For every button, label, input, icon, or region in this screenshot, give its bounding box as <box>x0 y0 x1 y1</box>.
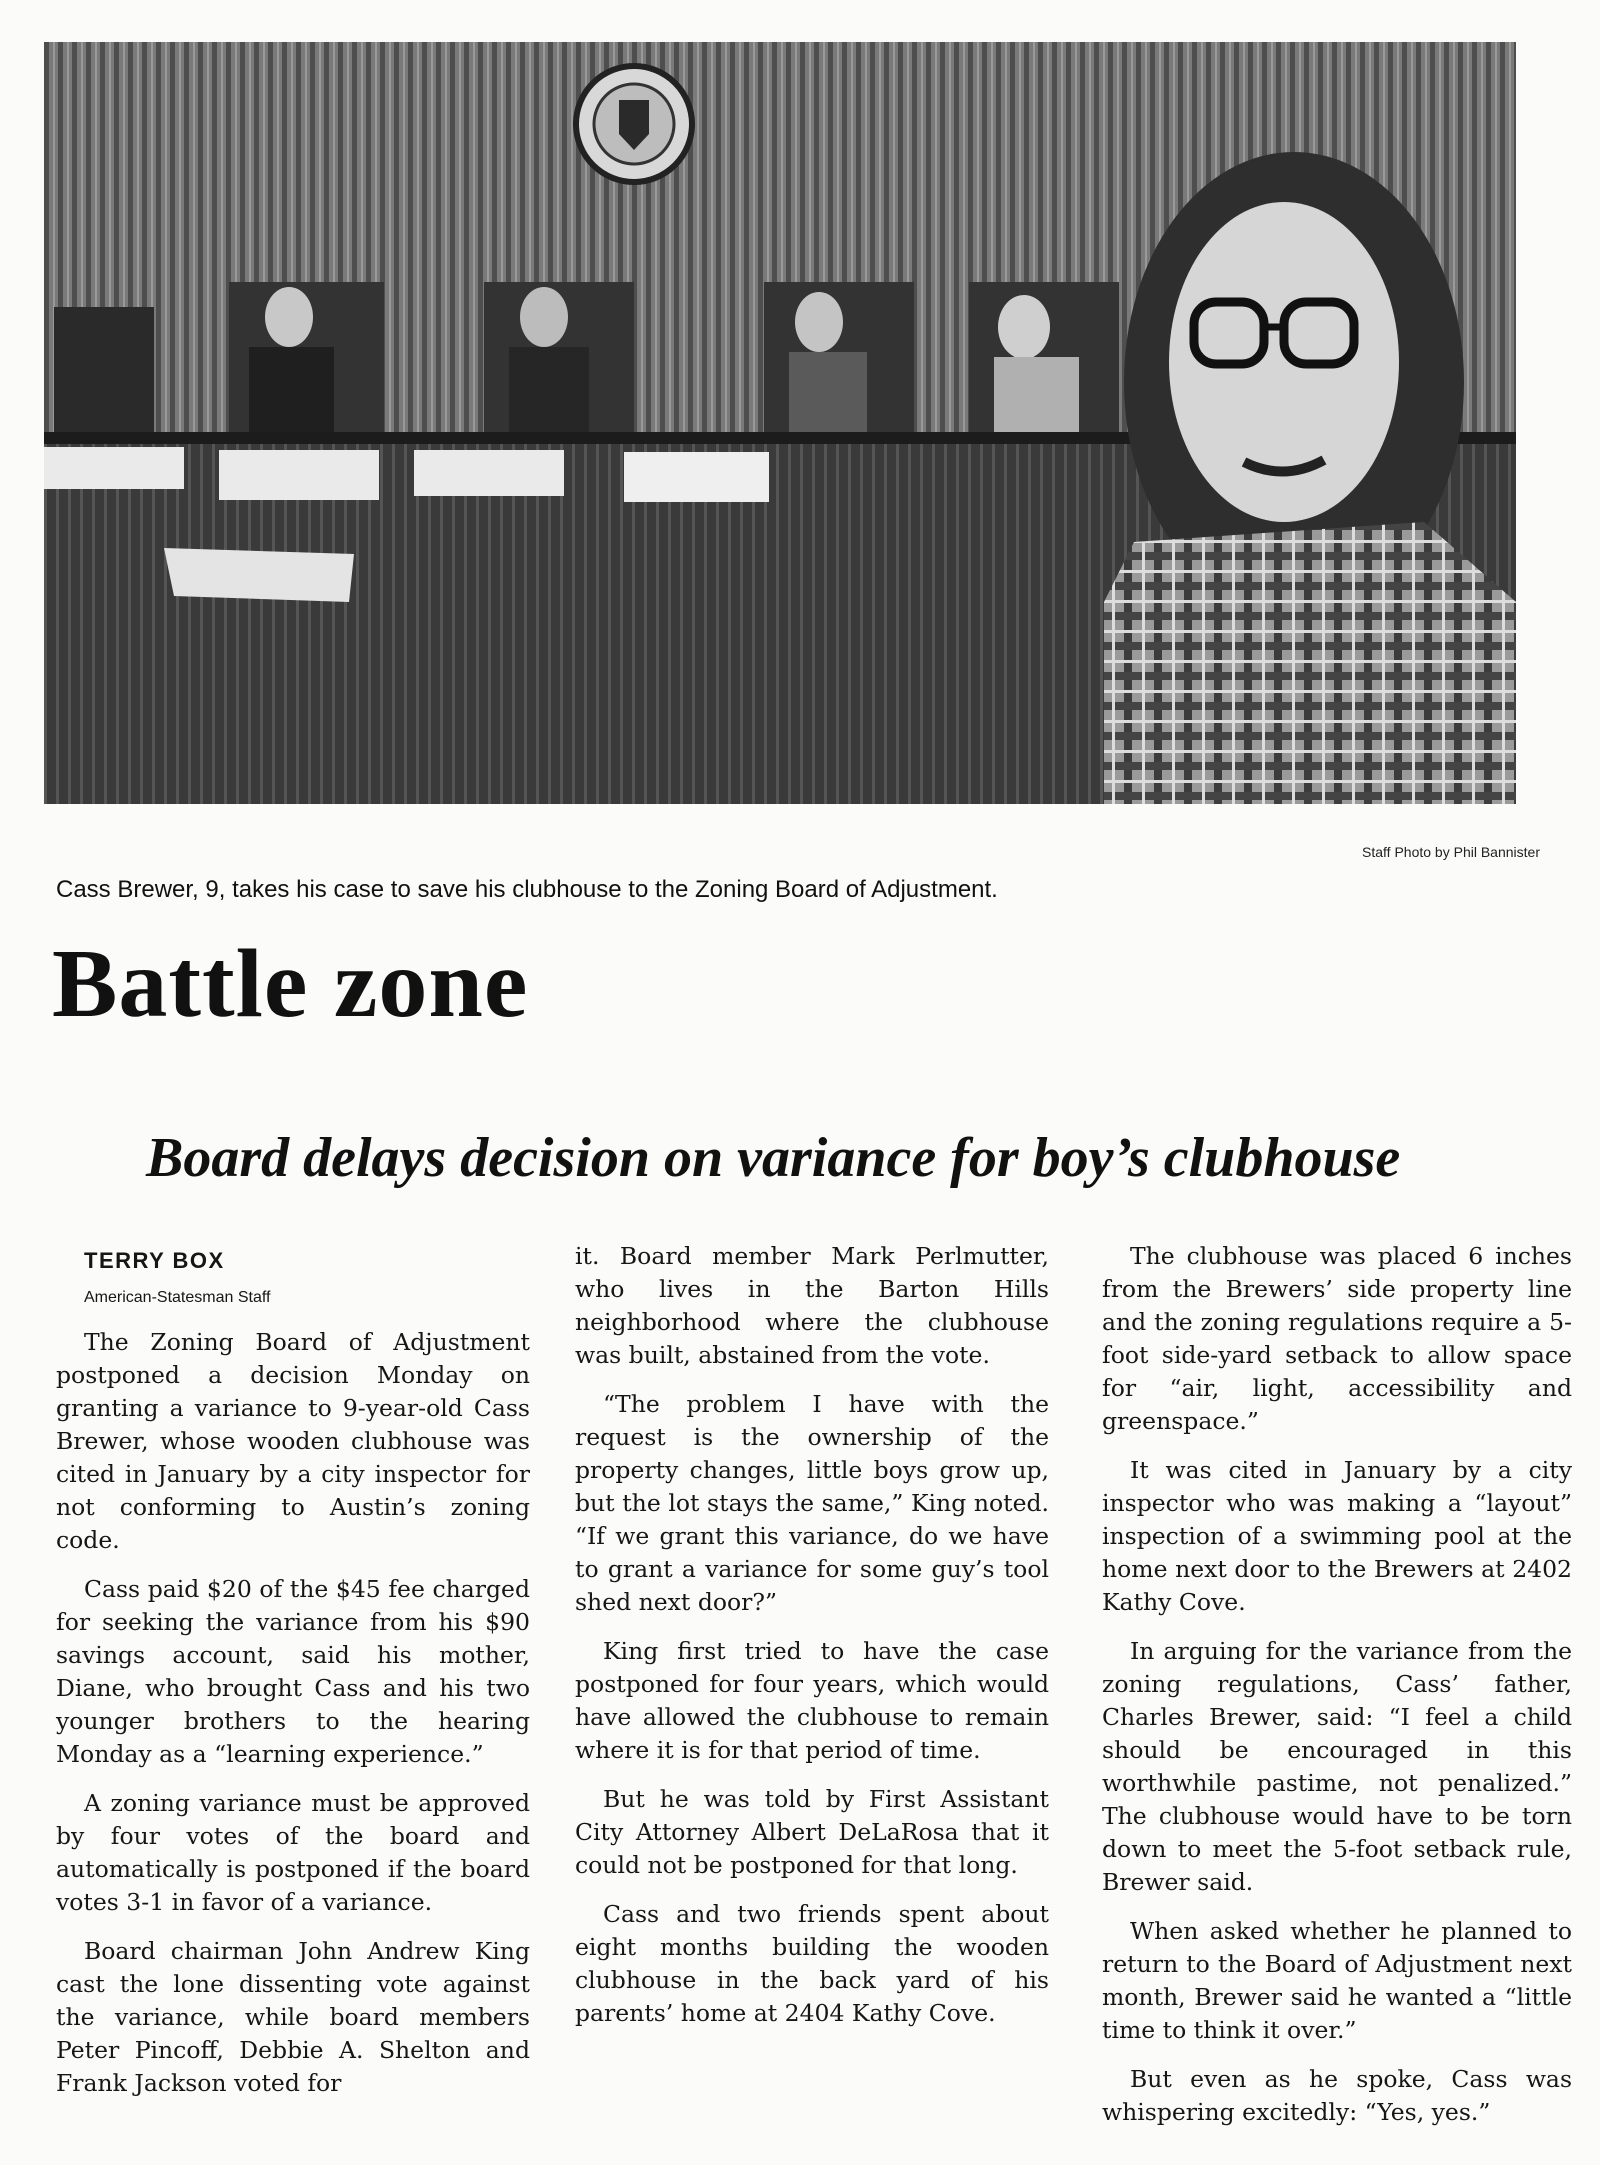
byline-affiliation: American-Statesman Staff <box>84 1289 271 1306</box>
paragraph: A zoning variance must be approved by four votes of the board and automatically is postponed if the board votes 3-1 in favor of a variance. <box>56 1789 530 1916</box>
paragraph: It was cited in January by a city inspector who was making a “layout” inspection of a swimming pool at the home next door to the Brewers at 2402 Kathy Cove. <box>1102 1456 1572 1616</box>
paragraph: “The problem I have with the request is the ownership of the property changes, little boys grow up, but the lot stays the same,” King noted. “If we grant this variance, do we have to grant a variance for some guy’s tool shed next door?” <box>575 1390 1049 1616</box>
paragraph: The clubhouse was placed 6 inches from the Brewers’ side property line and the zoning regulations require a 5-foot side-yard setback to allow space for “air, light, accessibility and greenspace.” <box>1102 1242 1572 1435</box>
deck: Board delays decision on variance for boy’s clubhouse <box>146 1127 1401 1189</box>
paragraph: The Zoning Board of Adjustment postponed a decision Monday on granting a variance to 9-year-old Cass Brewer, whose wooden clubhouse was cited in January by a city inspector for not conforming to Austin’s zoning code. <box>56 1328 530 1554</box>
paragraph: King first tried to have the case postponed for four years, which would have allowed the clubhouse to remain where it is for that period of time. <box>575 1637 1049 1764</box>
city-seal-icon <box>576 66 692 182</box>
byline-name: TERRY BOX <box>84 1248 225 1273</box>
paragraph: In arguing for the variance from the zoning regulations, Cass’ father, Charles Brewer, said: “I feel a child should be encouraged in this worthwhile pastime, not penalized.” The clubhouse would have to be torn down to meet the 5-foot setback rule, Brewer said. <box>1102 1637 1572 1896</box>
headline: Battle zone <box>52 930 529 1038</box>
paragraph: But he was told by First Assistant City Attorney Albert DeLaRosa that it could not be postponed for that long. <box>575 1785 1049 1879</box>
paragraph: Cass and two friends spent about eight months building the wooden clubhouse in the back yard of his parents’ home at 2404 Kathy Cove. <box>575 1900 1049 2027</box>
article-column-1 <box>56 1240 530 2116</box>
article-column-2 <box>575 1240 1049 2046</box>
photo-caption: Cass Brewer, 9, takes his case to save his clubhouse to the Zoning Board of Adjustment. <box>56 876 998 903</box>
article-column-3 <box>1102 1240 1572 2145</box>
paragraph: Cass paid $20 of the $45 fee charged for seeking the variance from his $90 savings account, said his mother, Diane, who brought Cass and his two younger brothers to the hearing Monday as a “learning experience.” <box>56 1575 530 1768</box>
paragraph: Board chairman John Andrew King cast the lone dissenting vote against the variance, while board members Peter Pincoff, Debbie A. Shelton and Frank Jackson voted for <box>56 1937 530 2097</box>
paragraph: When asked whether he planned to return to the Board of Adjustment next month, Brewer said he wanted a “little time to think it over.” <box>1102 1917 1572 2044</box>
paragraph: it. Board member Mark Perlmutter, who lives in the Barton Hills neighborhood where the clubhouse was built, abstained from the vote. <box>575 1242 1049 1369</box>
news-photo <box>44 42 1516 804</box>
photo-credit: Staff Photo by Phil Bannister <box>1362 844 1540 860</box>
paragraph: But even as he spoke, Cass was whispering excitedly: “Yes, yes.” <box>1102 2065 1572 2126</box>
